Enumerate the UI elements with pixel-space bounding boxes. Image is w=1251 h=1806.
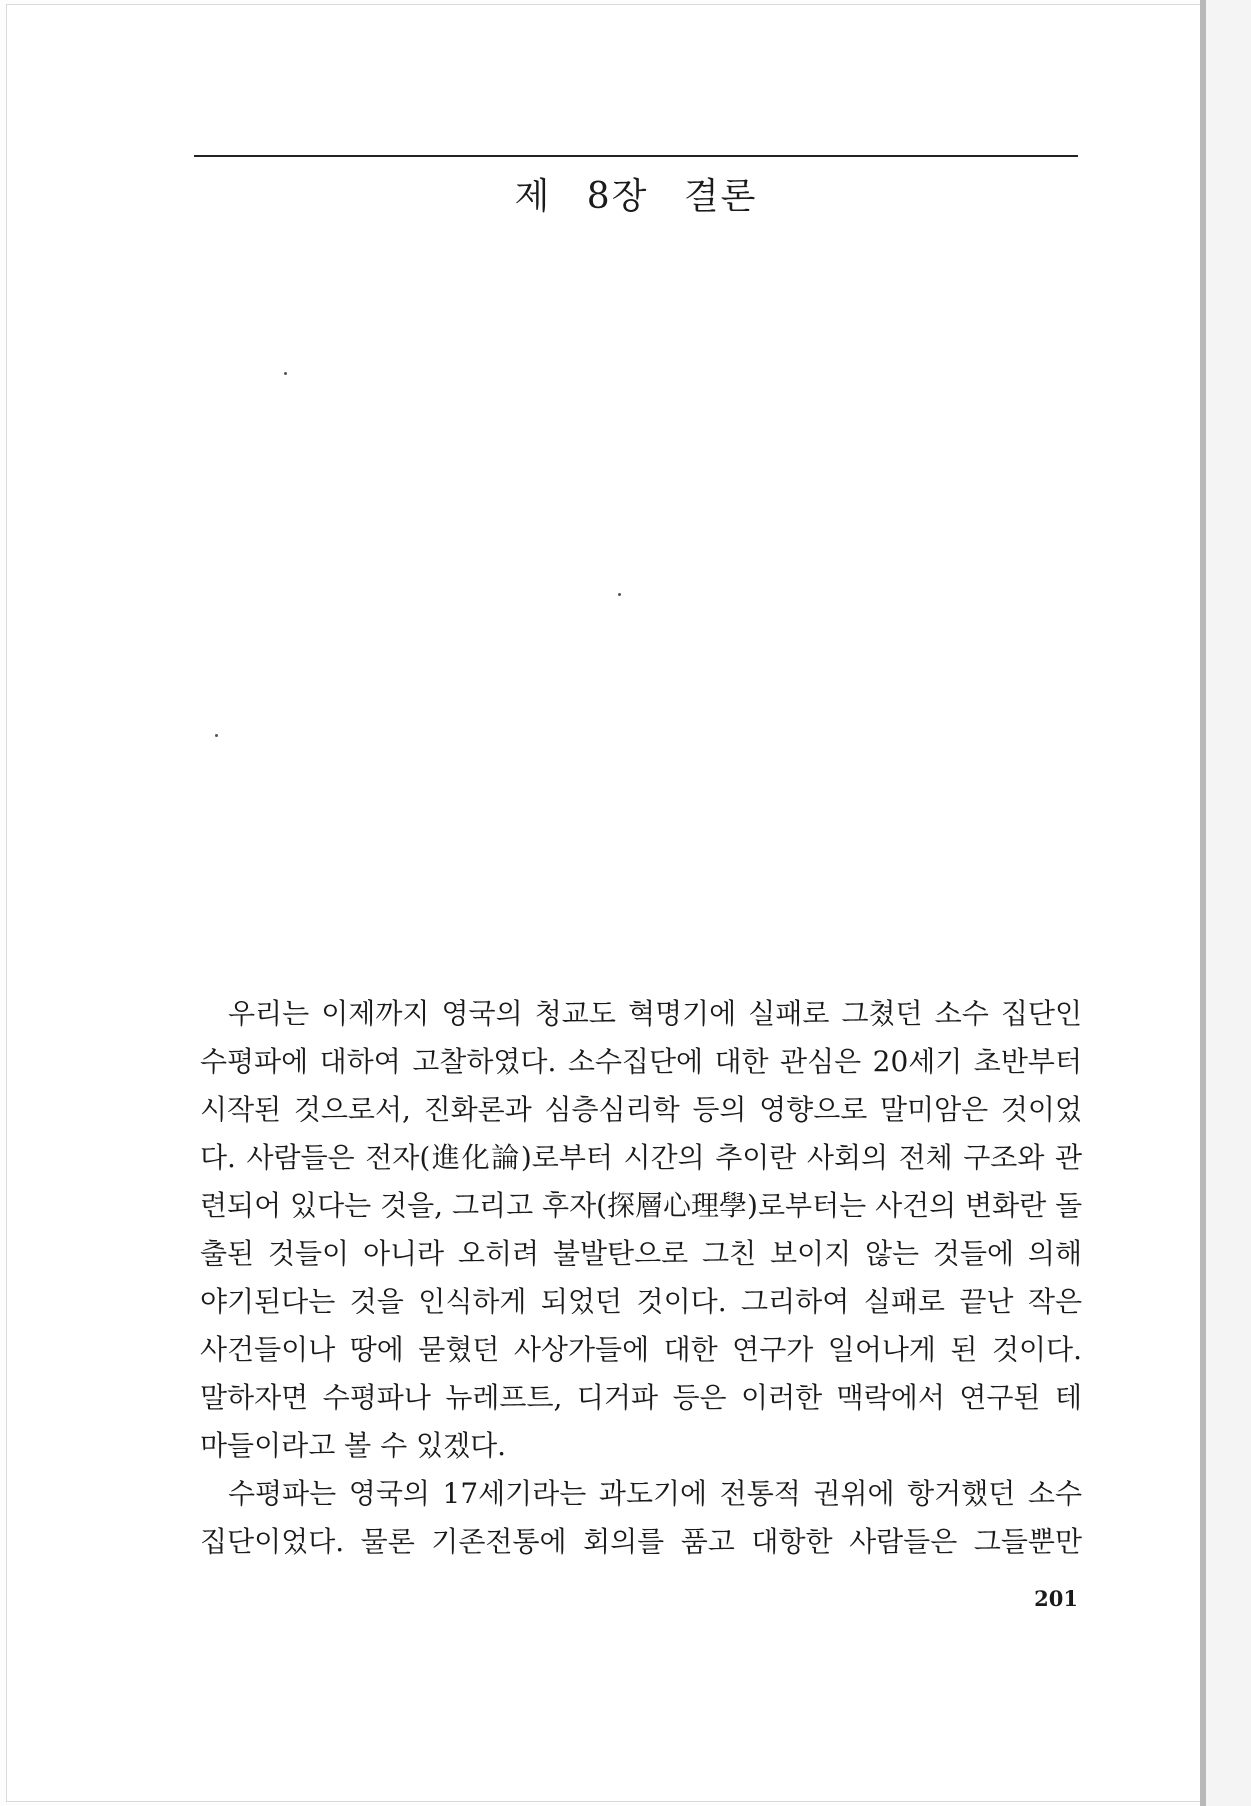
paragraph-2: [200, 1470, 1082, 1566]
scrollbar-track[interactable]: [1206, 0, 1251, 1806]
chapter-title: 제 8장 결론: [514, 176, 758, 217]
text-line: 수평파는 영국의 17세기라는 과도기에 전통적 권위에 항거했던 소수: [228, 1477, 1082, 1510]
page-number: 201: [1034, 1586, 1078, 1611]
print-speck: [284, 372, 287, 375]
text-line: 사건들이나 땅에 묻혔던 사상가들에 대한 연구가 일어나게 된 것이다.: [200, 1333, 1082, 1366]
chapter-rule: [194, 155, 1078, 157]
body-text: [200, 990, 1082, 1566]
text-line: 말하자면 수평파나 뉴레프트, 디거파 등은 이러한 맥락에서 연구된 테: [200, 1381, 1082, 1414]
text-line: 다. 사람들은 전자(進化論)로부터 시간의 추이란 사회의 전체 구조와 관: [200, 1141, 1082, 1174]
print-speck: [215, 734, 218, 737]
text-line: 마들이라고 볼 수 있겠다.: [200, 1429, 507, 1462]
text-line: 야기된다는 것을 인식하게 되었던 것이다. 그리하여 실패로 끝난 작은: [200, 1285, 1082, 1318]
paragraph-1: [200, 990, 1082, 1470]
text-line: 우리는 이제까지 영국의 청교도 혁명기에 실패로 그쳤던 소수 집단인: [228, 997, 1082, 1030]
text-line: 련되어 있다는 것을, 그리고 후자(探層心理學)로부터는 사건의 변화란 돌: [200, 1189, 1083, 1222]
text-line: 수평파에 대하여 고찰하였다. 소수집단에 대한 관심은 20세기 초반부터: [200, 1045, 1082, 1078]
text-line: 시작된 것으로서, 진화론과 심층심리학 등의 영향으로 말미암은 것이었: [200, 1093, 1082, 1126]
print-speck: [618, 593, 621, 596]
text-line: 출된 것들이 아니라 오히려 불발탄으로 그친 보이지 않는 것들에 의해: [200, 1237, 1082, 1270]
text-line: 집단이었다. 물론 기존전통에 회의를 품고 대항한 사람들은 그들뿐만: [200, 1525, 1082, 1558]
